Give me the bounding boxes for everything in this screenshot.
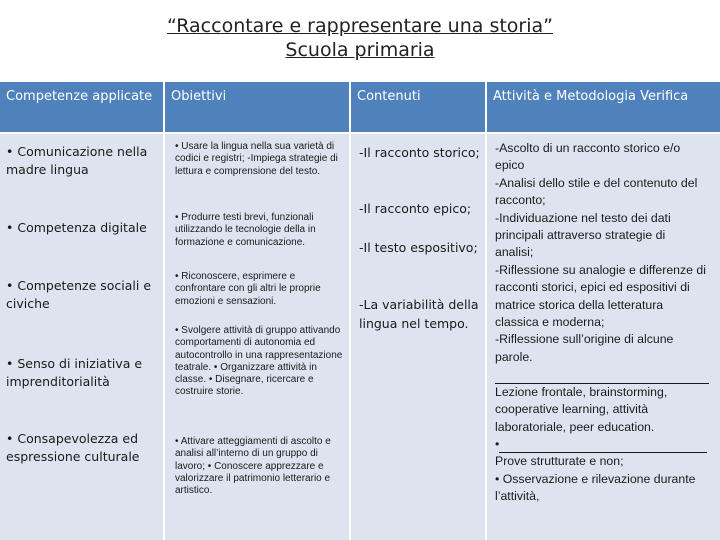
attivita-block	[495, 140, 717, 506]
title-line-2: Scuola primaria	[285, 39, 435, 61]
attivita-line: racconti storici, epici ed espositivi di	[495, 280, 690, 295]
cell-contenuti	[351, 134, 485, 540]
attivita-line: -Riflessione su analogie e differenze di	[495, 262, 706, 277]
attivita-line: • Osservazione e rilevazione durante	[495, 471, 696, 486]
attivita-line: -Analisi dello stile e del contenuto del	[495, 175, 698, 190]
bullet-mark: •	[495, 436, 500, 451]
curriculum-table	[0, 82, 720, 540]
attivita-line: matrice storica della letteratura	[495, 297, 664, 312]
attivita-line: parole.	[495, 349, 533, 364]
header-attivita: Attività e Metodologia Verifica	[487, 82, 720, 132]
attivita-line: l’attività,	[495, 489, 540, 504]
contenuto-item: -Il racconto epico;	[359, 201, 472, 216]
obiettivo-item: • Usare la lingua nella sua varietà di codici e registri; -Impiega strategie di lettura e comprensione del testo.	[175, 141, 338, 177]
header-obiettivi: Obiettivi	[165, 82, 349, 132]
obiettivo-item: • Attivare atteggiamenti di ascolto e analisi all’interno di un gruppo di lavoro; • Conoscere apprezzare e valorizzare il patrimonio letterario e artistico.	[175, 436, 331, 497]
competenza-item: • Senso di iniziativa e imprenditorialità	[6, 356, 143, 389]
attivita-line: Lezione frontale, brainstorming,	[495, 384, 668, 399]
header-competenze: Competenze applicate	[0, 82, 163, 132]
attivita-line: racconto;	[495, 193, 546, 208]
competenza-item: • Comunicazione nella madre lingua	[6, 144, 148, 177]
competenza-item: • Competenze sociali e civiche	[6, 278, 152, 311]
attivita-line: analisi;	[495, 245, 534, 260]
contenuto-item: -La variabilità della lingua nel tempo.	[359, 297, 479, 331]
attivita-line: laboratoriale, peer education.	[495, 419, 655, 434]
bullet-rule-line	[495, 436, 717, 453]
attivita-line: Prove strutturate e non;	[495, 454, 624, 469]
obiettivo-item: • Produrre testi brevi, funzionali utilizzando le tecnologie della in formazione e comunicazione.	[175, 212, 316, 248]
attivita-line: principali attraverso strategie di	[495, 228, 666, 243]
title-line-1: “Raccontare e rappresentare una storia”	[166, 15, 553, 37]
cell-obiettivi	[165, 134, 349, 540]
competenza-item: • Consapevolezza ed espressione culturale	[6, 431, 140, 464]
attivita-line: classica e moderna;	[495, 315, 605, 330]
header-contenuti: Contenuti	[351, 82, 485, 132]
obiettivo-item: • Svolgere attività di gruppo attivando comportamenti di autonomia ed autocontrollo in una rappresentazione teatrale. • Organizzare attività in classe. • Disegnare, ricercare e costruire storie.	[175, 325, 343, 398]
attivita-line: epico	[495, 158, 525, 173]
attivita-line: -Ascolto di un racconto storico e/o	[495, 141, 681, 155]
slide-title	[0, 14, 720, 62]
cell-competenze	[0, 134, 163, 540]
table-body-row	[0, 134, 720, 540]
competenza-item: • Competenza digitale	[6, 220, 147, 235]
attivita-line: -Riflessione sull’origine di alcune	[495, 332, 674, 347]
separator-rule	[495, 366, 717, 383]
attivita-line: -Individuazione nel testo dei dati	[495, 210, 671, 225]
contenuto-item: -Il racconto storico;	[359, 145, 480, 160]
obiettivo-item: • Riconoscere, esprimere e confrontare con gli altri le proprie emozioni e sensazioni.	[175, 271, 321, 307]
table-header-row	[0, 82, 720, 132]
contenuto-item: -Il testo espositivo;	[359, 240, 478, 255]
cell-attivita	[487, 134, 720, 540]
attivita-line: cooperative learning, attività	[495, 402, 649, 417]
